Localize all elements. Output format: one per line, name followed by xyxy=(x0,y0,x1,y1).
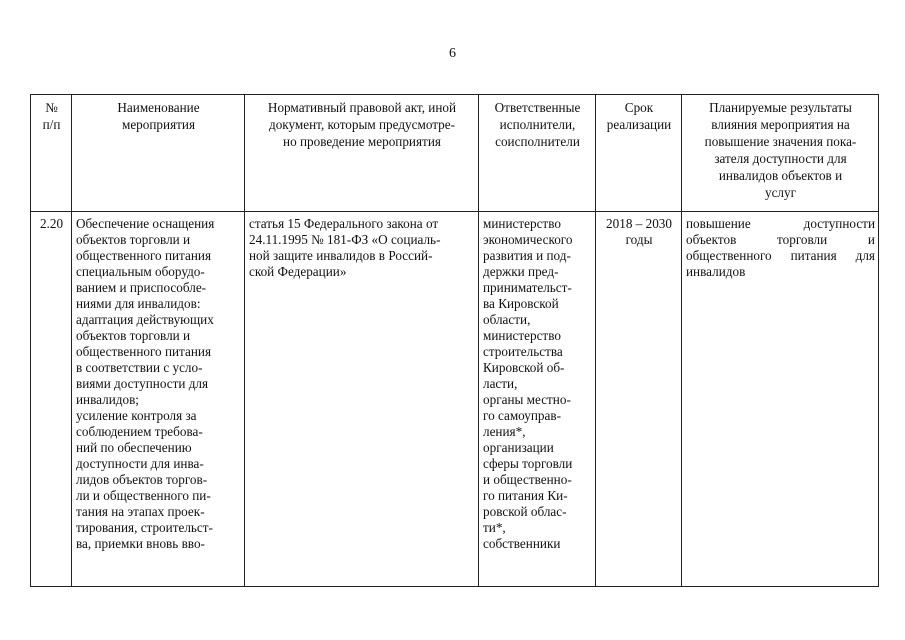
table-row xyxy=(31,212,879,587)
header-number: № п/п xyxy=(31,95,72,212)
header-measure-name: Наименование мероприятия xyxy=(72,95,245,212)
header-planned-results: Планируемые результаты влияния мероприятия на повышение значения пока- зателя доступности для инвалидов объектов и услуг xyxy=(682,95,879,212)
table-header-row xyxy=(31,95,879,212)
header-executors: Ответственные исполнители, соисполнители xyxy=(479,95,596,212)
row-term: 2018 – 2030 годы xyxy=(596,212,682,587)
measures-table xyxy=(30,94,879,587)
row-planned-results: повышение доступности объектов торговли и общественного питания для инвалидов xyxy=(682,212,879,587)
row-legal-act: статья 15 Федерального закона от 24.11.1995 № 181-ФЗ «О социаль- ной защите инвалидов в Россий- ской Федерации» xyxy=(245,212,479,587)
header-legal-act: Нормативный правовой акт, иной документ, которым предусмотре- но проведение мероприятия xyxy=(245,95,479,212)
row-number: 2.20 xyxy=(31,212,72,587)
row-executors: министерство экономического развития и под- держки пред- принимательст- ва Кировской области, министерство строительства Кировской об- ласти, органы местно- го самоуправ- ления*, организации сферы торговли и общественно- го питания Ки- ровской облас- ти*, собственники xyxy=(479,212,596,587)
page-number: 6 xyxy=(449,46,456,61)
header-term: Срок реализации xyxy=(596,95,682,212)
row-measure-name: Обеспечение оснащения объектов торговли и общественного питания специальным оборудо- ванием и приспособле- ниями для инвалидов: адаптация действующих объектов торговли и общественного питания в соответствии с усло- виями доступности для инвалидов; усиление контроля за соблюдением требова- ний по обеспечению доступности для инва- лидов объектов торгов- ли и общественного пи- тания на этапах проек- тирования, строительст- ва, приемки вновь вво- xyxy=(72,212,245,587)
